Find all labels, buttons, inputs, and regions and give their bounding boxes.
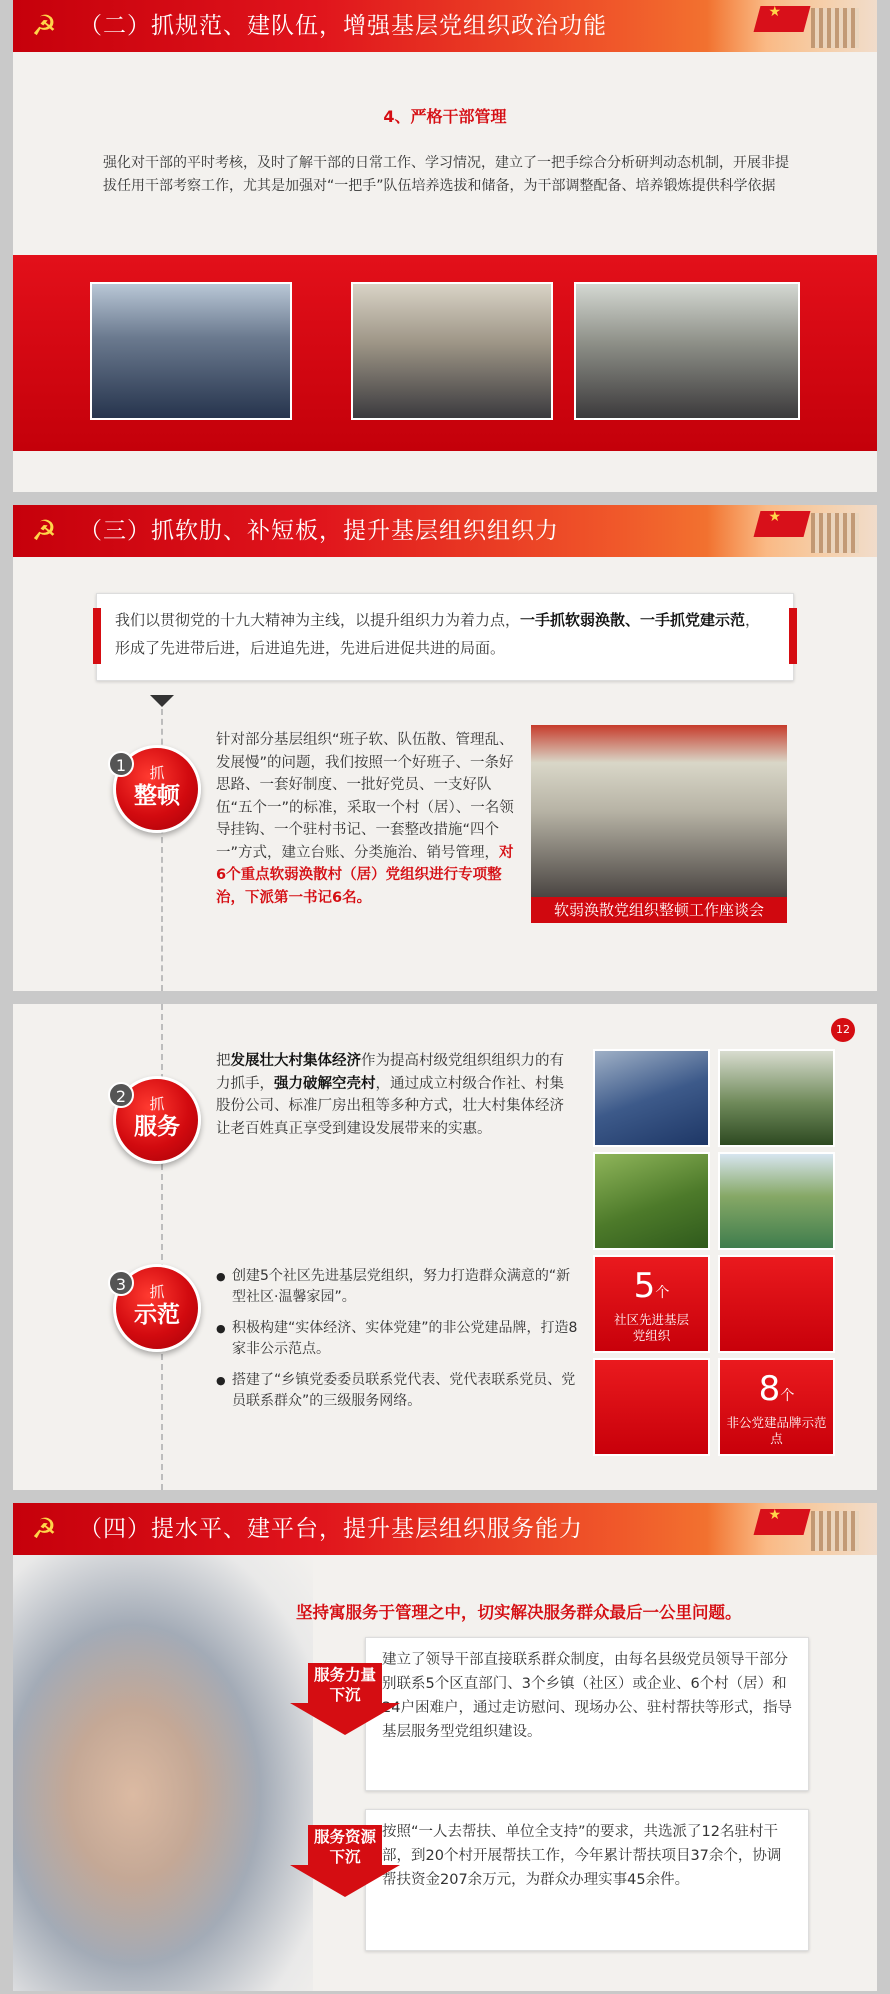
badge-zhengdun: 抓 整顿 bbox=[113, 745, 201, 833]
service-block-2-text: 按照“一人去帮扶、单位全支持”的要求，共选派了12名驻村干部，到20个村开展帮扶工作，今年累计帮扶项目37余个，协调帮扶资金207余万元，为群众办理实事45余件。 bbox=[382, 1824, 782, 1888]
badge-fuwu: 抓 服务 bbox=[113, 1076, 201, 1164]
slide-4 bbox=[13, 1503, 877, 1991]
intro-text: 我们以贯彻党的十九大精神为主线，以提升组织力为着力点，一手抓软弱涣散、一手抓党建示范，形成了先进带后进，后进追先进，先进后进促共进的局面。 bbox=[115, 611, 761, 657]
farmer-photo bbox=[593, 1152, 710, 1250]
header-flag-decoration: ★ bbox=[707, 1503, 877, 1555]
arrow-service-resources: 服务资源 下沉 bbox=[290, 1825, 400, 1897]
step-number-3: 3 bbox=[108, 1270, 134, 1296]
slide-2-title: （三）抓软肋、补短板，提升基层组织组织力 bbox=[79, 518, 559, 544]
rectification-meeting-photo bbox=[531, 725, 787, 897]
service-block-1 bbox=[365, 1637, 809, 1791]
slide-1-header bbox=[13, 0, 877, 52]
slide-1-title: （二）抓规范、建队伍，增强基层党组织政治功能 bbox=[79, 13, 607, 39]
zhengdun-text: 针对部分基层组织“班子软、队伍散、管理乱、发展慢”的问题，我们按照一个好班子、一条好思路、一套好制度、一批好党员、一支好队伍“五个一”的标准，采取一个村（居）、一名领导挂钩、一个驻村书记、一套整改措施“四个一”方式，建立台账、分类施治、销号管理，对6个重点软弱涣散村（居）党组织进行专项整治，下派第一书记6名。 bbox=[216, 732, 514, 906]
greenhouse-photo bbox=[718, 1049, 835, 1147]
meeting-photo-1 bbox=[90, 282, 292, 420]
shifan-bullet-3: ● 搭建了“乡镇党委委员联系党代表、党代表联系党员、党员联系群众”的三级服务网络。 bbox=[216, 1370, 580, 1412]
service-block-2 bbox=[365, 1809, 809, 1951]
shifan-bullet-2: ● 积极构建“实体经济、实体党建”的非公党建品牌，打造8家非公示范点。 bbox=[216, 1318, 580, 1360]
tile-blank-2 bbox=[593, 1358, 710, 1456]
photo-caption: 软弱涣散党组织整顿工作座谈会 bbox=[531, 897, 787, 923]
triangle-down-icon bbox=[150, 695, 174, 707]
tile-community-orgs: 5个 社区先进基层党组织 bbox=[593, 1255, 710, 1353]
tile-blank-1 bbox=[718, 1255, 835, 1353]
slide-1 bbox=[13, 0, 877, 492]
slide-1-paragraph: 强化对干部的平时考核，及时了解干部的日常工作、学习情况，建立了一把手综合分析研判动态机制，开展非提拔任用干部考察工作，尤其是加强对“一把手”队伍培养选拔和储备，为干部调整配备、培养锻炼提供科学依据 bbox=[103, 155, 789, 194]
slide-2 bbox=[13, 505, 877, 991]
hands-background-image bbox=[13, 1555, 313, 1991]
header-flag-decoration: ★ bbox=[707, 505, 877, 557]
step-number-1: 1 bbox=[108, 751, 134, 777]
slide-3 bbox=[13, 1004, 877, 1490]
party-emblem-icon: ☭ bbox=[31, 1512, 57, 1545]
meeting-photo-3 bbox=[574, 282, 800, 420]
slide-4-header bbox=[13, 1503, 877, 1555]
slide-1-subtitle: 4、严格干部管理 bbox=[383, 107, 507, 126]
meeting-photo-2 bbox=[351, 282, 553, 420]
slide-4-title: （四）提水平、建平台，提升基层组织服务能力 bbox=[79, 1516, 583, 1542]
service-block-1-text: 建立了领导干部直接联系群众制度，由每名县级党员领导干部分别联系5个区直部门、3个乡镇（社区）或企业、6个村（居）和24户困难户，通过走访慰问、现场办公、驻村帮扶等形式，指导基层服务型党组织建设。 bbox=[382, 1652, 792, 1740]
shifan-bullet-1: ● 创建5个社区先进基层党组织，努力打造群众满意的“新型社区·温馨家园”。 bbox=[216, 1266, 580, 1308]
arrow-service-force: 服务力量 下沉 bbox=[290, 1663, 400, 1735]
step-number-2: 2 bbox=[108, 1082, 134, 1108]
party-emblem-icon: ☭ bbox=[31, 9, 57, 42]
party-emblem-icon: ☭ bbox=[31, 514, 57, 547]
fuwu-text: 把发展壮大村集体经济作为提高村级党组织组织力的有力抓手，强力破解空壳村，通过成立村级合作社、村集股份公司、标准厂房出租等多种方式，壮大村集体经济让老百姓真正享受到建设发展带来的实惠。 bbox=[216, 1053, 564, 1137]
intro-box bbox=[96, 593, 794, 681]
badge-shifan: 抓 示范 bbox=[113, 1264, 201, 1352]
page-number-badge: 12 bbox=[831, 1018, 855, 1042]
slide-4-headline: 坚持寓服务于管理之中，切实解决服务群众最后一公里问题。 bbox=[296, 1603, 742, 1622]
header-flag-decoration: ★ bbox=[707, 0, 877, 52]
solar-panels-photo bbox=[593, 1049, 710, 1147]
slide-2-header bbox=[13, 505, 877, 557]
village-pond-photo bbox=[718, 1152, 835, 1250]
tile-nonpublic-brands: 8个 非公党建品牌示范点 bbox=[718, 1358, 835, 1456]
